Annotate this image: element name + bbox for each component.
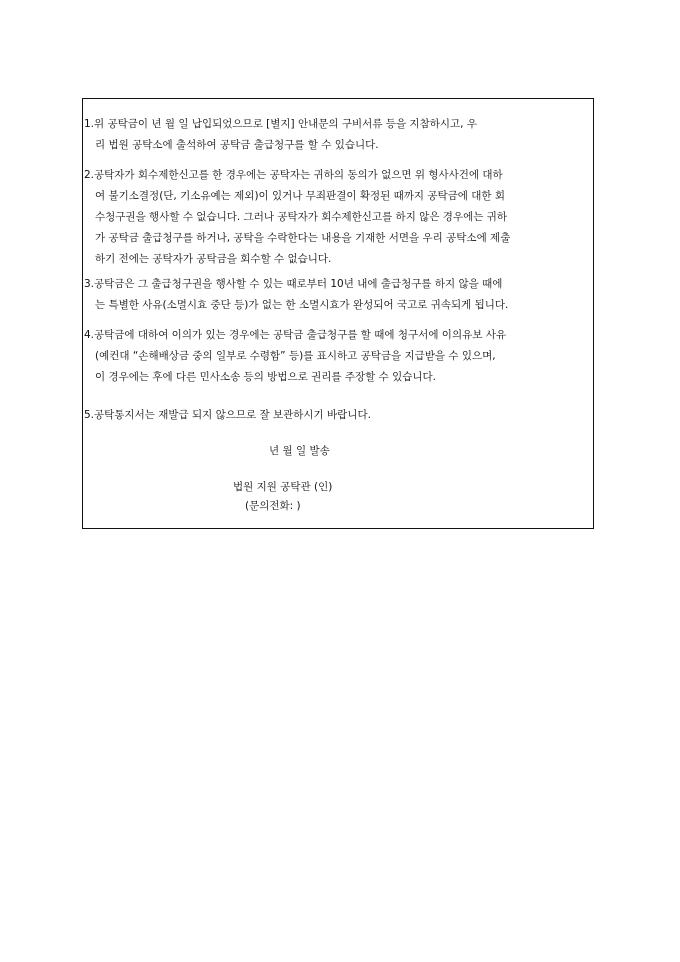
signature-line: 법원 지원 공탁관 (인) — [233, 481, 333, 493]
item-text-line: 공탁자가 회수제한신고를 한 경우에는 공탁자는 귀하의 동의가 없으면 위 형사사건에 대하 — [94, 169, 503, 181]
item-text-line: 가 공탁금 출급청구를 하거나, 공탁을 수락한다는 내용을 기재한 서면을 우리 공탁소에 제출 — [95, 232, 511, 244]
item-text-line: 이 경우에는 후에 다른 민사소송 등의 방법으로 권리를 주장할 수 있습니다. — [95, 371, 437, 383]
item-text-line: 수청구권을 행사할 수 없습니다. 그러나 공탁자가 회수제한신고를 하지 않은 경우에는 귀하 — [95, 211, 508, 223]
contact-phone-line: (문의전화: ) — [245, 500, 301, 512]
item-text-line: 는 특별한 사유(소멸시효 중단 등)가 없는 한 소멸시효가 완성되어 국고로 귀속되게 됩니다. — [95, 299, 509, 311]
item-number: 1. — [84, 118, 95, 130]
item-number: 4. — [84, 329, 95, 341]
item-text-line: 여 불기소결정(단, 기소유예는 제외)이 있거나 무죄판결이 확정된 때까지 공탁금에 대한 회 — [95, 190, 506, 202]
notice-frame — [82, 98, 594, 529]
item-text-line: 공탁금에 대하여 이의가 있는 경우에는 공탁금 출급청구를 할 때에 청구서에 이의유보 사유 — [94, 329, 507, 341]
item-text-line: 하기 전에는 공탁자가 공탁금을 회수할 수 없습니다. — [95, 253, 332, 265]
item-number: 3. — [84, 278, 95, 290]
item-number: 5. — [84, 409, 95, 421]
item-text-line: 위 공탁금이 년 월 일 납입되었으므로 [별지] 안내문의 구비서류 등을 지참하시고, 우 — [94, 118, 477, 130]
item-number: 2. — [84, 169, 95, 181]
item-text-line: 리 법원 공탁소에 출석하여 공탁금 출급청구를 할 수 있습니다. — [95, 139, 379, 151]
item-text-line: 공탁금은 그 출급청구권을 행사할 수 있는 때로부터 10년 내에 출급청구를 하지 않을 때에 — [94, 278, 503, 290]
item-text-line: 공탁통지서는 재발급 되지 않으므로 잘 보관하시기 바랍니다. — [94, 409, 371, 421]
issue-date-line: 년 월 일 발송 — [269, 445, 330, 457]
item-text-line: (예컨대 “손해배상금 중의 일부로 수령함” 등)를 표시하고 공탁금을 지급받을 수 있으며, — [95, 350, 496, 362]
